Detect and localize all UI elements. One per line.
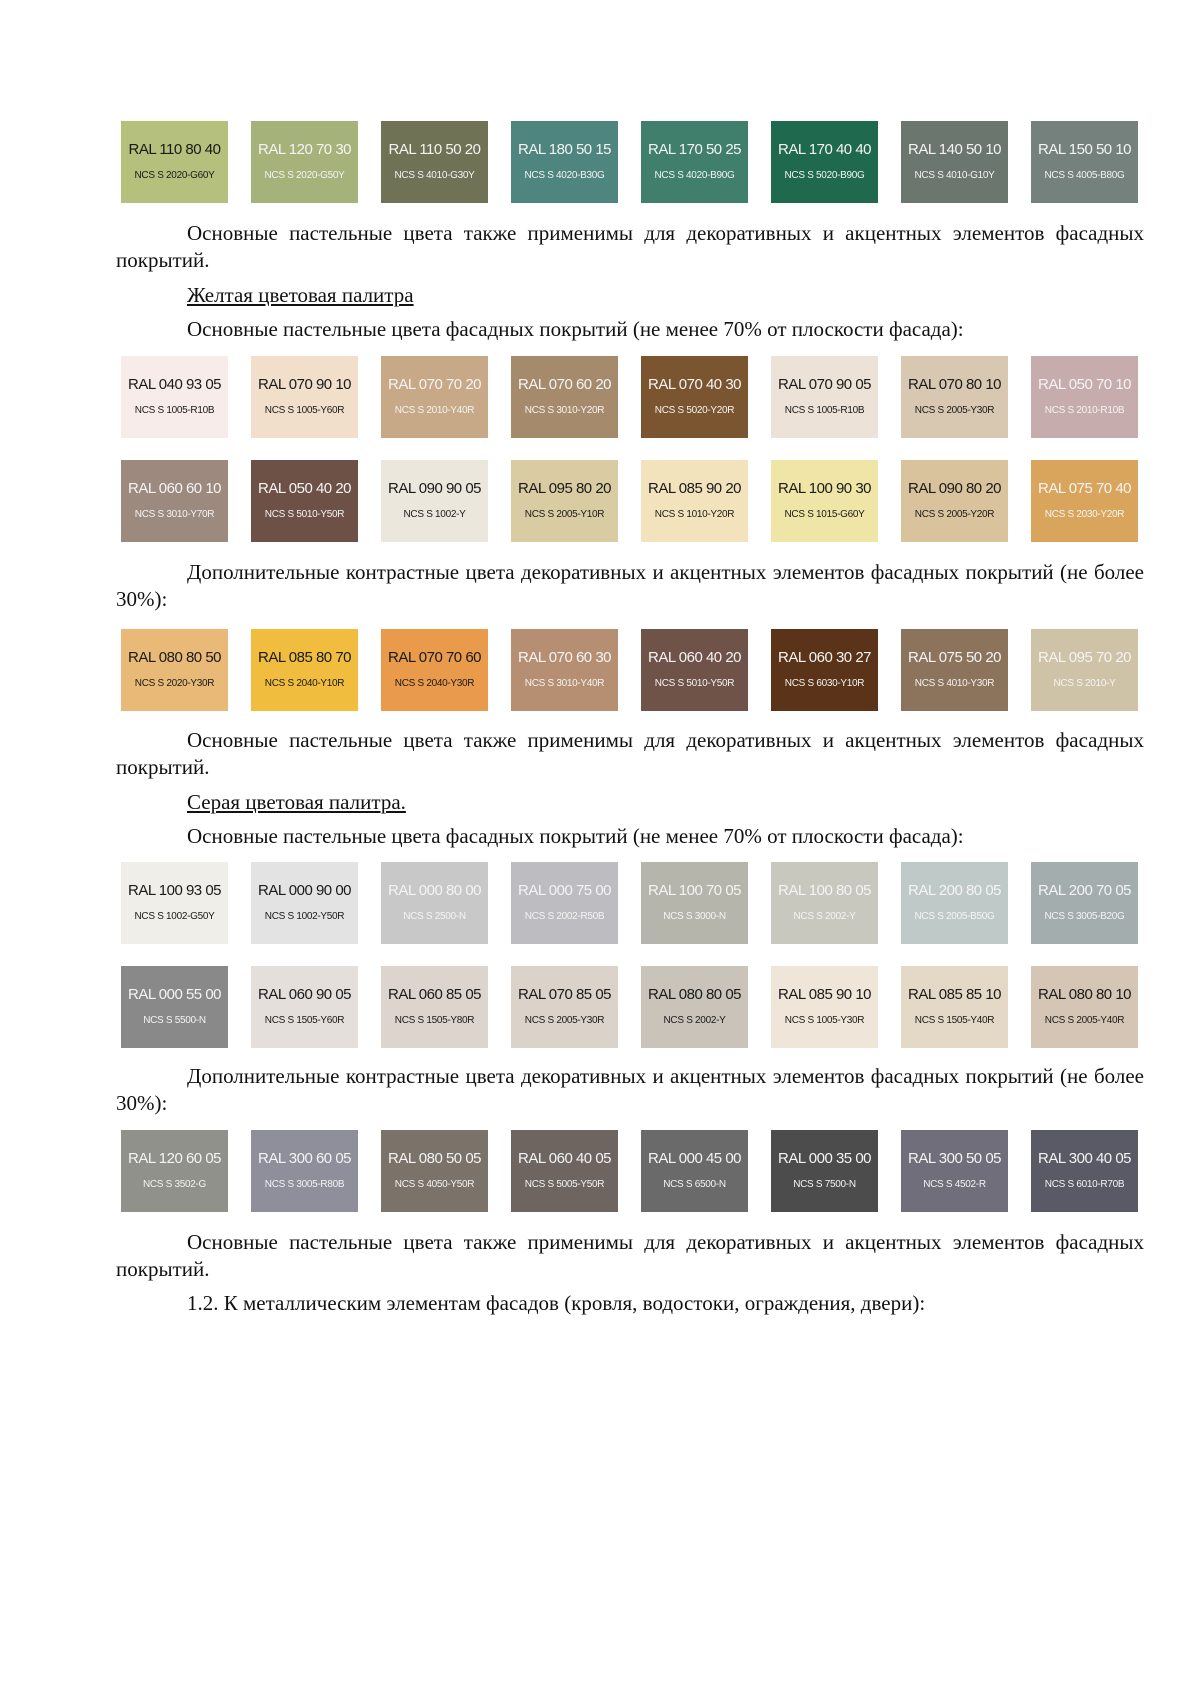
swatch-ncs-code: NCS S 2010-Y40R xyxy=(394,405,475,416)
swatch-ncs-code: NCS S 5010-Y50R xyxy=(264,509,345,520)
swatch-ral-code: RAL 120 60 05 xyxy=(127,1150,222,1167)
color-swatch xyxy=(511,356,618,438)
swatch-ral-code: RAL 150 50 10 xyxy=(1037,141,1132,158)
swatch-ral-code: RAL 180 50 15 xyxy=(517,141,612,158)
swatch-ncs-code: NCS S 2040-Y10R xyxy=(264,678,345,689)
swatch-row-6 xyxy=(121,966,1138,1048)
swatch-ral-code: RAL 200 70 05 xyxy=(1037,882,1132,899)
color-swatch xyxy=(381,629,488,711)
paragraph-pastel-note-3: Основные пастельные цвета также применимы для декоративных и акцентных элементов фасадных покрытий. xyxy=(116,1230,1144,1281)
swatch-ral-code: RAL 075 70 40 xyxy=(1037,480,1132,497)
swatch-ncs-code: NCS S 2020-G50Y xyxy=(264,170,345,181)
swatch-ncs-code: NCS S 1505-Y80R xyxy=(394,1015,475,1026)
swatch-ral-code: RAL 000 75 00 xyxy=(517,882,612,899)
swatch-ncs-code: NCS S 2010-R10B xyxy=(1044,405,1125,416)
swatch-ncs-code: NCS S 6010-R70B xyxy=(1044,1179,1125,1190)
swatch-ncs-code: NCS S 3005-R80B xyxy=(264,1179,345,1190)
swatch-ral-code: RAL 300 50 05 xyxy=(907,1150,1002,1167)
swatch-ncs-code: NCS S 4020-B30G xyxy=(524,170,605,181)
swatch-ral-code: RAL 050 40 20 xyxy=(257,480,352,497)
line-gray-main-colors: Основные пастельные цвета фасадных покрытий (не менее 70% от плоскости фасада): xyxy=(187,824,964,848)
swatch-ncs-code: NCS S 5500-N xyxy=(143,1015,206,1026)
color-swatch xyxy=(771,862,878,944)
swatch-ncs-code: NCS S 4502-R xyxy=(923,1179,986,1190)
swatch-ncs-code: NCS S 1005-Y60R xyxy=(264,405,345,416)
swatch-ncs-code: NCS S 2005-Y30R xyxy=(524,1015,605,1026)
color-swatch xyxy=(771,356,878,438)
color-swatch xyxy=(121,629,228,711)
color-swatch xyxy=(641,862,748,944)
swatch-ncs-code: NCS S 2002-Y xyxy=(793,911,856,922)
color-swatch xyxy=(901,862,1008,944)
color-swatch xyxy=(251,629,358,711)
swatch-ral-code: RAL 070 85 05 xyxy=(517,986,612,1003)
swatch-ncs-code: NCS S 4010-Y30R xyxy=(914,678,995,689)
swatch-ncs-code: NCS S 4005-B80G xyxy=(1044,170,1125,181)
swatch-ncs-code: NCS S 7500-N xyxy=(793,1179,856,1190)
swatch-ncs-code: NCS S 2005-Y40R xyxy=(1044,1015,1125,1026)
swatch-ncs-code: NCS S 5020-B90G xyxy=(784,170,865,181)
color-swatch xyxy=(511,1130,618,1212)
swatch-ncs-code: NCS S 3010-Y40R xyxy=(524,678,605,689)
swatch-ncs-code: NCS S 1505-Y60R xyxy=(264,1015,345,1026)
swatch-row-1 xyxy=(121,121,1138,203)
swatch-ral-code: RAL 000 45 00 xyxy=(647,1150,742,1167)
swatch-row-2 xyxy=(121,356,1138,438)
swatch-ral-code: RAL 000 35 00 xyxy=(777,1150,872,1167)
swatch-ral-code: RAL 070 60 30 xyxy=(517,649,612,666)
color-swatch xyxy=(1031,460,1138,542)
swatch-ncs-code: NCS S 2020-Y30R xyxy=(134,678,215,689)
color-swatch xyxy=(511,629,618,711)
line-yellow-main-colors: Основные пастельные цвета фасадных покрытий (не менее 70% от плоскости фасада): xyxy=(187,317,964,341)
swatch-ral-code: RAL 100 90 30 xyxy=(777,480,872,497)
swatch-ral-code: RAL 075 50 20 xyxy=(907,649,1002,666)
swatch-ral-code: RAL 060 85 05 xyxy=(387,986,482,1003)
swatch-ral-code: RAL 080 80 10 xyxy=(1037,986,1132,1003)
swatch-ral-code: RAL 060 60 10 xyxy=(127,480,222,497)
swatch-ncs-code: NCS S 4010-G10Y xyxy=(914,170,995,181)
color-swatch xyxy=(901,966,1008,1048)
color-swatch xyxy=(251,356,358,438)
swatch-row-5 xyxy=(121,862,1138,944)
swatch-ncs-code: NCS S 4010-G30Y xyxy=(394,170,475,181)
color-swatch xyxy=(901,356,1008,438)
color-swatch xyxy=(381,121,488,203)
color-swatch xyxy=(511,460,618,542)
color-swatch xyxy=(251,121,358,203)
color-swatch xyxy=(901,460,1008,542)
heading-yellow-palette: Желтая цветовая палитра xyxy=(187,283,414,307)
color-swatch xyxy=(381,966,488,1048)
color-swatch xyxy=(121,1130,228,1212)
color-swatch xyxy=(1031,121,1138,203)
swatch-ral-code: RAL 080 50 05 xyxy=(387,1150,482,1167)
color-swatch xyxy=(771,966,878,1048)
swatch-row-7 xyxy=(121,1130,1138,1212)
swatch-ral-code: RAL 200 80 05 xyxy=(907,882,1002,899)
color-swatch xyxy=(381,862,488,944)
color-swatch xyxy=(251,460,358,542)
color-swatch xyxy=(771,629,878,711)
swatch-ncs-code: NCS S 2500-N xyxy=(403,911,466,922)
swatch-ncs-code: NCS S 6030-Y10R xyxy=(784,678,865,689)
color-swatch xyxy=(121,862,228,944)
swatch-ncs-code: NCS S 1015-G60Y xyxy=(784,509,865,520)
swatch-row-3 xyxy=(121,460,1138,542)
swatch-ral-code: RAL 070 70 20 xyxy=(387,376,482,393)
swatch-ral-code: RAL 080 80 50 xyxy=(127,649,222,666)
swatch-ncs-code: NCS S 2005-B50G xyxy=(914,911,995,922)
swatch-ral-code: RAL 070 70 60 xyxy=(387,649,482,666)
swatch-row-4 xyxy=(121,629,1138,711)
swatch-ral-code: RAL 300 40 05 xyxy=(1037,1150,1132,1167)
swatch-ncs-code: NCS S 6500-N xyxy=(663,1179,726,1190)
swatch-ncs-code: NCS S 1005-Y30R xyxy=(784,1015,865,1026)
swatch-ncs-code: NCS S 3000-N xyxy=(663,911,726,922)
color-swatch xyxy=(641,966,748,1048)
swatch-ncs-code: NCS S 1505-Y40R xyxy=(914,1015,995,1026)
swatch-ncs-code: NCS S 2020-G60Y xyxy=(134,170,215,181)
swatch-ral-code: RAL 070 40 30 xyxy=(647,376,742,393)
swatch-ncs-code: NCS S 2005-Y30R xyxy=(914,405,995,416)
color-swatch xyxy=(251,966,358,1048)
swatch-ral-code: RAL 090 80 20 xyxy=(907,480,1002,497)
swatch-ral-code: RAL 085 80 70 xyxy=(257,649,352,666)
swatch-ncs-code: NCS S 2002-Y xyxy=(663,1015,726,1026)
swatch-ral-code: RAL 090 90 05 xyxy=(387,480,482,497)
color-swatch xyxy=(901,121,1008,203)
color-swatch xyxy=(771,460,878,542)
swatch-ral-code: RAL 040 93 05 xyxy=(127,376,222,393)
swatch-ral-code: RAL 000 80 00 xyxy=(387,882,482,899)
color-swatch xyxy=(641,460,748,542)
color-swatch xyxy=(1031,1130,1138,1212)
swatch-ncs-code: NCS S 1005-R10B xyxy=(784,405,865,416)
swatch-ral-code: RAL 120 70 30 xyxy=(257,141,352,158)
line-metal-elements: 1.2. К металлическим элементам фасадов (кровля, водостоки, ограждения, двери): xyxy=(187,1291,926,1315)
swatch-ncs-code: NCS S 3010-Y70R xyxy=(134,509,215,520)
color-swatch xyxy=(121,966,228,1048)
swatch-ral-code: RAL 000 90 00 xyxy=(257,882,352,899)
color-swatch xyxy=(641,121,748,203)
color-swatch xyxy=(1031,629,1138,711)
swatch-ncs-code: NCS S 5005-Y50R xyxy=(524,1179,605,1190)
swatch-ral-code: RAL 100 70 05 xyxy=(647,882,742,899)
color-swatch xyxy=(511,121,618,203)
color-swatch xyxy=(641,356,748,438)
color-swatch xyxy=(771,1130,878,1212)
swatch-ral-code: RAL 085 90 20 xyxy=(647,480,742,497)
color-swatch xyxy=(1031,356,1138,438)
swatch-ncs-code: NCS S 1002-G50Y xyxy=(134,911,215,922)
swatch-ncs-code: NCS S 5020-Y20R xyxy=(654,405,735,416)
color-swatch xyxy=(641,1130,748,1212)
swatch-ncs-code: NCS S 2005-Y20R xyxy=(914,509,995,520)
swatch-ral-code: RAL 140 50 10 xyxy=(907,141,1002,158)
color-swatch xyxy=(121,460,228,542)
swatch-ral-code: RAL 110 80 40 xyxy=(128,141,221,158)
paragraph-pastel-note-1: Основные пастельные цвета также применимы для декоративных и акцентных элементов фасадных покрытий. xyxy=(116,221,1144,272)
swatch-ral-code: RAL 070 60 20 xyxy=(517,376,612,393)
swatch-ral-code: RAL 095 80 20 xyxy=(517,480,612,497)
swatch-ral-code: RAL 070 90 05 xyxy=(777,376,872,393)
swatch-ral-code: RAL 100 80 05 xyxy=(777,882,872,899)
swatch-ncs-code: NCS S 2005-Y10R xyxy=(524,509,605,520)
swatch-ncs-code: NCS S 3502-G xyxy=(142,1179,207,1190)
swatch-ral-code: RAL 110 50 20 xyxy=(388,141,481,158)
swatch-ncs-code: NCS S 4020-B90G xyxy=(654,170,735,181)
color-swatch xyxy=(251,1130,358,1212)
swatch-ral-code: RAL 000 55 00 xyxy=(127,986,222,1003)
swatch-ncs-code: NCS S 5010-Y50R xyxy=(654,678,735,689)
paragraph-pastel-note-2: Основные пастельные цвета также применимы для декоративных и акцентных элементов фасадных покрытий. xyxy=(116,728,1144,779)
paragraph-contrast-yellow: Дополнительные контрастные цвета декоративных и акцентных элементов фасадных покрытий (не более 30%): xyxy=(116,560,1144,611)
color-swatch xyxy=(1031,966,1138,1048)
swatch-ncs-code: NCS S 1010-Y20R xyxy=(654,509,735,520)
swatch-ral-code: RAL 060 40 20 xyxy=(647,649,742,666)
color-swatch xyxy=(641,629,748,711)
swatch-ncs-code: NCS S 2010-Y xyxy=(1053,678,1116,689)
color-swatch xyxy=(901,629,1008,711)
swatch-ral-code: RAL 170 40 40 xyxy=(777,141,872,158)
swatch-ncs-code: NCS S 3005-B20G xyxy=(1044,911,1125,922)
swatch-ral-code: RAL 095 70 20 xyxy=(1037,649,1132,666)
swatch-ral-code: RAL 080 80 05 xyxy=(647,986,742,1003)
swatch-ral-code: RAL 060 90 05 xyxy=(257,986,352,1003)
swatch-ral-code: RAL 050 70 10 xyxy=(1037,376,1132,393)
swatch-ral-code: RAL 060 30 27 xyxy=(777,649,872,666)
swatch-ral-code: RAL 085 90 10 xyxy=(777,986,872,1003)
color-swatch xyxy=(121,121,228,203)
swatch-ncs-code: NCS S 1002-Y xyxy=(403,509,466,520)
swatch-ral-code: RAL 300 60 05 xyxy=(257,1150,352,1167)
swatch-ral-code: RAL 070 80 10 xyxy=(907,376,1002,393)
color-swatch xyxy=(511,862,618,944)
paragraph-contrast-gray: Дополнительные контрастные цвета декоративных и акцентных элементов фасадных покрытий (не более 30%): xyxy=(116,1064,1144,1115)
color-swatch xyxy=(251,862,358,944)
swatch-ral-code: RAL 060 40 05 xyxy=(517,1150,612,1167)
color-swatch xyxy=(381,356,488,438)
swatch-ncs-code: NCS S 4050-Y50R xyxy=(394,1179,475,1190)
swatch-ral-code: RAL 085 85 10 xyxy=(907,986,1002,1003)
color-swatch xyxy=(121,356,228,438)
color-swatch xyxy=(381,460,488,542)
swatch-ral-code: RAL 070 90 10 xyxy=(257,376,352,393)
swatch-ncs-code: NCS S 1005-R10B xyxy=(134,405,215,416)
heading-gray-palette: Серая цветовая палитра. xyxy=(187,790,406,814)
color-swatch xyxy=(381,1130,488,1212)
color-swatch xyxy=(511,966,618,1048)
swatch-ncs-code: NCS S 2002-R50B xyxy=(524,911,605,922)
swatch-ncs-code: NCS S 3010-Y20R xyxy=(524,405,605,416)
color-swatch xyxy=(1031,862,1138,944)
swatch-ral-code: RAL 100 93 05 xyxy=(127,882,222,899)
swatch-ncs-code: NCS S 2040-Y30R xyxy=(394,678,475,689)
swatch-ncs-code: NCS S 2030-Y20R xyxy=(1044,509,1125,520)
color-swatch xyxy=(901,1130,1008,1212)
color-swatch xyxy=(771,121,878,203)
swatch-ral-code: RAL 170 50 25 xyxy=(647,141,742,158)
swatch-ncs-code: NCS S 1002-Y50R xyxy=(264,911,345,922)
